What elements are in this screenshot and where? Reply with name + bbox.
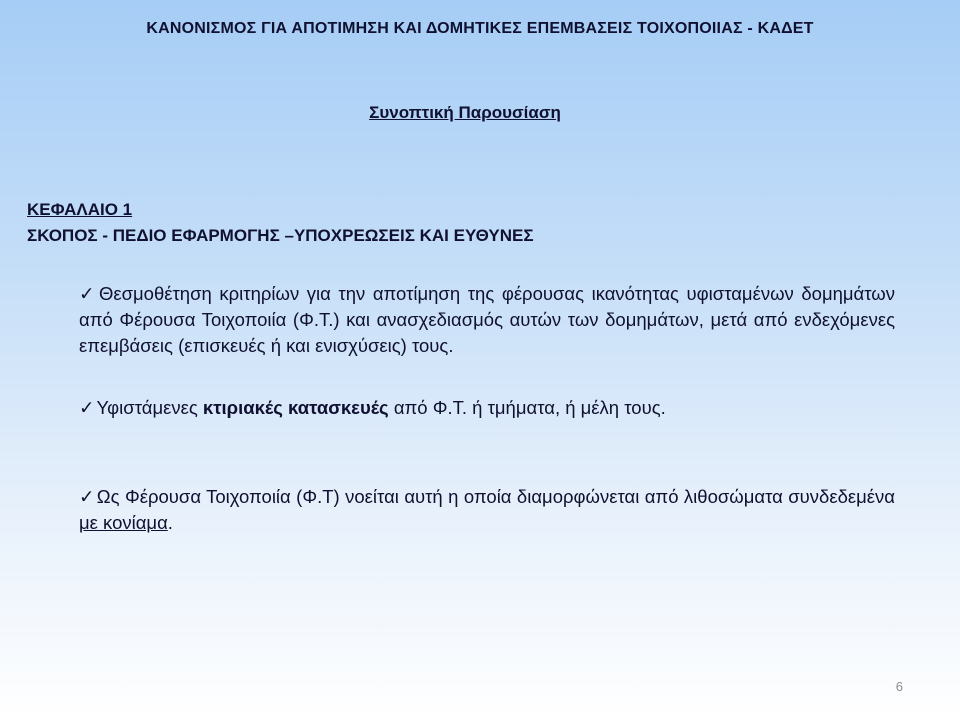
bullet-text-underlined: με κονίαμα (79, 512, 168, 533)
bullet-text-post: . (167, 512, 173, 533)
bullet-text-post: από Φ.Τ. ή τμήματα, ή μέλη τους. (388, 397, 666, 418)
bullet-item-3 (79, 484, 895, 536)
chapter-number: ΚΕΦΑΛΑΙΟ 1 (27, 200, 133, 219)
bullet-item-1 (79, 281, 895, 359)
checkmark-icon: ✓ (79, 397, 95, 418)
checkmark-icon: ✓ (79, 283, 97, 304)
bullet-item-2 (79, 395, 895, 421)
slide-subtitle: Συνοπτική Παρουσίαση (369, 103, 561, 122)
bullet-text-emphasis: κτιριακές κατασκευές (202, 397, 389, 418)
chapter-heading (27, 197, 534, 249)
bullet-text-pre: Υφιστάμενες (96, 397, 203, 418)
chapter-title: ΣΚΟΠΟΣ - ΠΕΔΙΟ ΕΦΑΡΜΟΓΗΣ –ΥΠΟΧΡΕΩΣΕΙΣ ΚΑΙ ΕΥΘΥΝΕΣ (27, 226, 534, 245)
page-number: 6 (895, 679, 903, 694)
document-title: ΚΑΝΟΝΙΣΜΟΣ ΓΙΑ ΑΠΟΤΙΜΗΣΗ ΚΑΙ ΔΟΜΗΤΙΚΕΣ ΕΠΕΜΒΑΣΕΙΣ ΤΟΙΧΟΠΟΙΙΑΣ - ΚΑΔΕΤ (146, 20, 814, 37)
bullet-text-pre: Ως Φέρουσα Τοιχοποιία (Φ.Τ) νοείται αυτή η οποία διαμορφώνεται από λιθοσώματα συνδεδεμένα (96, 486, 895, 507)
checkmark-icon: ✓ (79, 486, 95, 507)
bullet-text: Θεσμοθέτηση κριτηρίων για την αποτίμηση της φέρουσας ικανότητας υφισταμένων δομημάτων από Φέρουσα Τοιχοποιία (Φ.Τ.) και ανασχεδιασμός αυτών των δομημάτων, μετά από ενδεχόμενες επεμβάσεις (επισκευές ή και ενισχύσεις) τους. (79, 283, 895, 356)
